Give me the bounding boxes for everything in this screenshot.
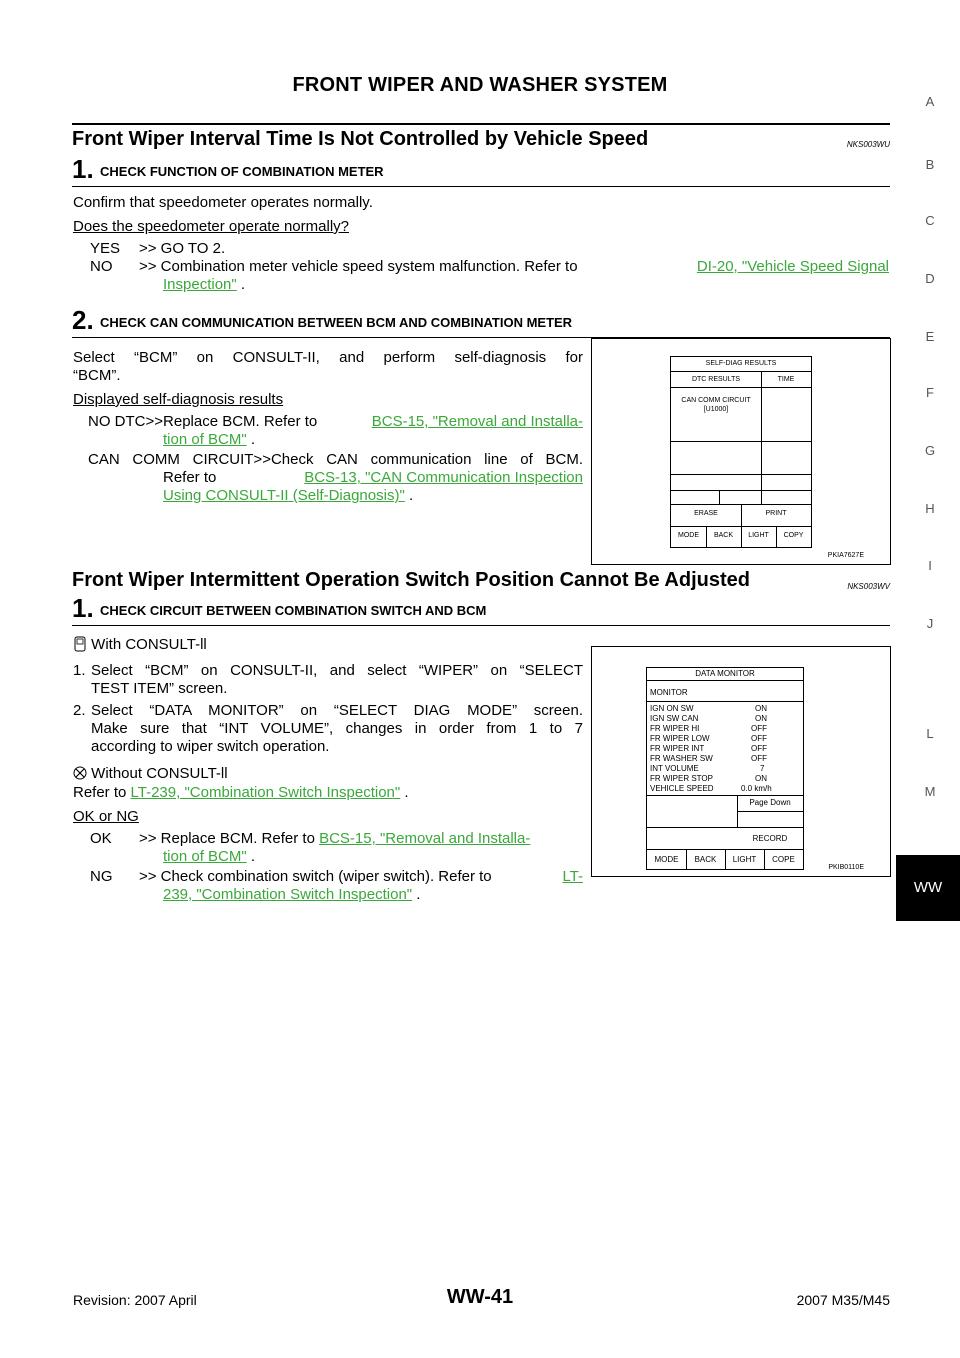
- link-bcs-15-cont[interactable]: tion of BCM": [163, 431, 247, 448]
- figure-self-diag: [591, 338, 891, 565]
- sidebar-item-e[interactable]: E: [925, 329, 935, 344]
- result-no-dtc-2: tion of BCM" .: [163, 431, 256, 448]
- back-button: BACK: [694, 855, 717, 864]
- link-di-20-cont[interactable]: Inspection": [163, 276, 237, 293]
- page-number: WW-41: [446, 1286, 514, 1308]
- no-line-2: Inspection" .: [163, 276, 246, 293]
- monitor-item-name: FR WIPER STOP: [650, 774, 713, 783]
- sidebar-item-i[interactable]: I: [928, 557, 932, 573]
- sidebar-item-l[interactable]: L: [926, 726, 934, 742]
- consult-tool-icon: [73, 636, 87, 652]
- section1-title: Front Wiper Interval Time Is Not Controlled by Vehicle Speed: [72, 128, 649, 150]
- item2-text-c: according to wiper switch operation.: [91, 738, 330, 755]
- revision-date: Revision: 2007 April: [73, 1292, 197, 1308]
- no-label: NO: [90, 258, 113, 275]
- figure2-code: PKIB0110E: [828, 864, 864, 871]
- copy-button: COPY: [783, 532, 804, 539]
- ok-line: >> Replace BCM. Refer to BCS-15, "Removal and Installa-: [139, 830, 531, 847]
- monitor-item-value: 7: [760, 764, 765, 773]
- section2-step1-heading: [72, 593, 890, 626]
- monitor-item-value: OFF: [751, 754, 767, 763]
- page-title: FRONT WIPER AND WASHER SYSTEM: [292, 74, 668, 96]
- print-button: PRINT: [765, 510, 787, 517]
- sidebar-item-h[interactable]: H: [925, 501, 935, 517]
- yes-label: YES: [90, 240, 121, 257]
- page-down-button: Page Down: [749, 798, 791, 807]
- step-number: 2.: [72, 305, 94, 335]
- section1-code: NKS003WU: [846, 140, 890, 149]
- sidebar-item-f[interactable]: F: [926, 385, 934, 401]
- data-monitor-title: DATA MONITOR: [695, 669, 755, 678]
- link-bcs-13-cont[interactable]: Using CONSULT-II (Self-Diagnosis)": [163, 487, 405, 504]
- sidebar-item-m[interactable]: M: [924, 784, 936, 800]
- no-text: >> Combination meter vehicle speed system malfunction. Refer to: [139, 258, 578, 275]
- monitor-item-name: IGN ON SW: [650, 704, 694, 713]
- sidebar-item-ww[interactable]: WW: [896, 855, 960, 921]
- link-lt-239-ng[interactable]: LT-: [562, 868, 583, 885]
- monitor-item-name: VEHICLE SPEED: [650, 784, 714, 793]
- header-rule: [72, 123, 890, 125]
- sidebar-item-a[interactable]: A: [925, 93, 935, 109]
- monitor-item-value: 0.0 km/h: [741, 784, 772, 793]
- link-bcs-15-ok-cont[interactable]: tion of BCM": [163, 848, 247, 865]
- link-bcs-13[interactable]: BCS-13, "CAN Communication Inspection: [304, 469, 583, 486]
- ok-label: OK: [90, 830, 112, 847]
- yes-text: >> GO TO 2.: [139, 240, 226, 257]
- monitor-item-name: INT VOLUME: [650, 764, 699, 773]
- with-consult-label: With CONSULT-ll: [91, 636, 207, 653]
- link-lt-239[interactable]: LT-239, "Combination Switch Inspection": [130, 784, 401, 801]
- monitor-item-value: OFF: [751, 744, 767, 753]
- sidebar-item-j[interactable]: J: [926, 615, 934, 631]
- item2-text-b: Make sure that “INT VOLUME”, changes in order from 1 to 7: [91, 720, 583, 737]
- figure1-code: PKIA7627E: [827, 552, 864, 559]
- step2-text-a: Select “BCM” on CONSULT-II, and perform self-diagnosis for: [73, 349, 583, 366]
- monitor-item-value: ON: [755, 774, 767, 783]
- section2-title: Front Wiper Intermittent Operation Switch Position Cannot Be Adjusted: [72, 569, 750, 591]
- step-title: CHECK FUNCTION OF COMBINATION METER: [100, 164, 384, 179]
- light-button: LIGHT: [732, 855, 757, 864]
- figure-data-monitor: [591, 646, 891, 877]
- monitor-header: MONITOR: [650, 688, 688, 697]
- item2-text-a: Select “DATA MONITOR” on “SELECT DIAG MODE” screen.: [91, 702, 583, 719]
- item1-num: 1.: [73, 662, 86, 679]
- ok-ng-question: OK or NG: [73, 808, 139, 825]
- without-consult-label: Without CONSULT-ll: [91, 765, 228, 782]
- item1-text-b: TEST ITEM” screen.: [91, 680, 228, 697]
- mode-button: MODE: [678, 532, 699, 539]
- sidebar-item-b[interactable]: B: [925, 156, 935, 172]
- step2-question: Displayed self-diagnosis results: [73, 391, 284, 408]
- result-can-comm-3: Using CONSULT-II (Self-Diagnosis)" .: [163, 487, 414, 504]
- link-bcs-15-ok[interactable]: BCS-15, "Removal and Installa-: [319, 830, 531, 847]
- result-can-comm: CAN COMM CIRCUIT>>Check CAN communication line of BCM.: [88, 451, 583, 468]
- mode-button: MODE: [654, 855, 679, 864]
- dtc-results-header: DTC RESULTS: [691, 376, 741, 383]
- cope-button: COPE: [772, 855, 795, 864]
- self-diag-screen: [670, 356, 812, 548]
- link-lt-239-ng-cont[interactable]: 239, "Combination Switch Inspection": [163, 886, 413, 903]
- sidebar-item-g[interactable]: G: [924, 442, 936, 458]
- step-title: CHECK CAN COMMUNICATION BETWEEN BCM AND COMBINATION METER: [100, 315, 573, 330]
- refer-line: Refer to LT-239, "Combination Switch Inspection" .: [73, 784, 409, 801]
- section1-step1-heading: [72, 154, 890, 187]
- monitor-item-value: OFF: [751, 724, 767, 733]
- ng-label: NG: [90, 868, 113, 885]
- ok-line-2: tion of BCM" .: [163, 848, 256, 865]
- section2-code: NKS003WV: [847, 582, 890, 591]
- step-number: 1.: [72, 593, 94, 623]
- model-name: 2007 M35/M45: [796, 1292, 890, 1308]
- dtc-code: [U1000]: [703, 406, 729, 413]
- ng-line-2: 239, "Combination Switch Inspection" .: [163, 886, 421, 903]
- data-monitor-screen: [646, 667, 804, 870]
- item2-num: 2.: [73, 702, 86, 719]
- monitor-item-value: ON: [755, 714, 767, 723]
- result-can-comm-2: Refer to BCS-13, "CAN Communication Inspection: [163, 469, 583, 486]
- step-number: 1.: [72, 154, 94, 184]
- no-tool-icon: [73, 765, 87, 781]
- step2-text-b: “BCM”.: [73, 367, 121, 384]
- with-consult-line: [73, 636, 207, 654]
- link-bcs-15[interactable]: BCS-15, "Removal and Installa-: [371, 413, 583, 430]
- result-no-dtc: NO DTC>>Replace BCM. Refer to BCS-15, "Removal and Installa-: [88, 413, 583, 430]
- step-question: Does the speedometer operate normally?: [73, 218, 349, 235]
- without-consult-line: [73, 765, 228, 783]
- item1-text-a: Select “BCM” on CONSULT-II, and select “WIPER” on “SELECT: [91, 662, 583, 679]
- monitor-item-name: IGN SW CAN: [650, 714, 699, 723]
- erase-button: ERASE: [694, 510, 718, 517]
- dtc-entry: CAN COMM CIRCUIT: [681, 397, 751, 404]
- monitor-item-name: FR WIPER LOW: [650, 734, 710, 743]
- back-button: BACK: [713, 532, 734, 539]
- section1-step2-heading: [72, 305, 890, 338]
- step-title: CHECK CIRCUIT BETWEEN COMBINATION SWITCH AND BCM: [100, 603, 487, 618]
- sidebar-item-c[interactable]: C: [925, 213, 935, 229]
- sidebar-item-d[interactable]: D: [925, 271, 935, 287]
- monitor-item-name: FR WASHER SW: [650, 754, 713, 763]
- time-header: TIME: [777, 376, 795, 383]
- monitor-item-name: FR WIPER HI: [650, 724, 700, 733]
- monitor-item-value: OFF: [751, 734, 767, 743]
- light-button: LIGHT: [748, 532, 769, 539]
- monitor-item-name: FR WIPER INT: [650, 744, 705, 753]
- self-diag-title: SELF-DIAG RESULTS: [705, 360, 777, 367]
- no-line: [139, 258, 889, 276]
- ng-line: >> Check combination switch (wiper switch). Refer to LT-: [139, 868, 583, 885]
- record-button: RECORD: [752, 834, 788, 843]
- step-instruction: Confirm that speedometer operates normally.: [73, 194, 373, 211]
- monitor-item-value: ON: [755, 704, 767, 713]
- link-di-20[interactable]: DI-20, "Vehicle Speed Signal: [696, 258, 889, 275]
